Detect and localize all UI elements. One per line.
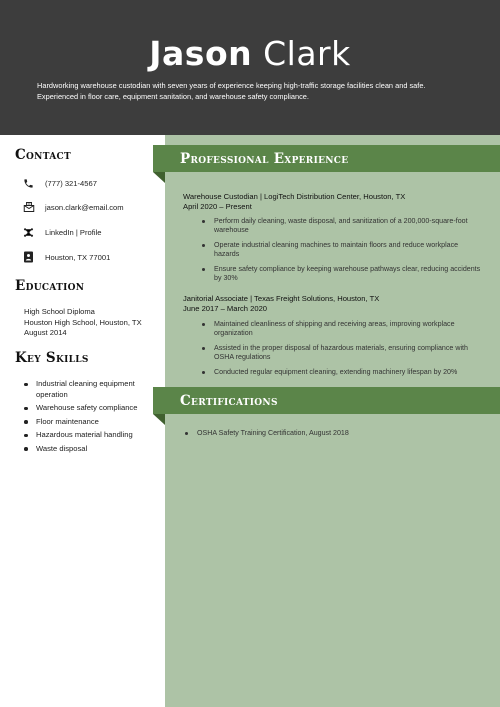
- contact-address: [22, 250, 110, 264]
- contact-phone: [22, 176, 97, 190]
- contact-email: [22, 200, 124, 214]
- linkedin-text[interactable]: LinkedIn | Profile: [45, 227, 102, 237]
- job-title: Janitorial Associate | Texas Freight Solutions, Houston, TX: [183, 294, 380, 303]
- certifications-banner: [153, 387, 500, 414]
- education-heading: Education: [15, 278, 85, 294]
- first-name: Jason: [149, 34, 253, 73]
- list-item: Perform daily cleaning, waste disposal, and sanitization of a 200,000-square-foot warehouse: [200, 217, 485, 236]
- candidate-name: [0, 34, 500, 73]
- job-dates: April 2020 – Present: [183, 202, 252, 211]
- list-item: Operate industrial cleaning machines to maintain floors and reduce workplace hazards: [200, 241, 485, 260]
- banner-fold: [153, 414, 165, 425]
- list-item: Waste disposal: [22, 444, 157, 455]
- job-dates: June 2017 – March 2020: [183, 304, 268, 313]
- list-item: Warehouse safety compliance: [22, 403, 157, 414]
- certifications-heading: Certifications: [180, 393, 278, 409]
- address-text: Houston, TX 77001: [45, 252, 111, 262]
- list-item: OSHA Safety Training Certification, August 2018: [183, 429, 483, 438]
- last-name: Clark: [263, 34, 351, 73]
- education-block: [24, 307, 142, 339]
- list-item: Conducted regular equipment cleaning, extending machinery lifespan by 20%: [200, 368, 485, 377]
- address-icon: [22, 251, 35, 264]
- list-item: Floor maintenance: [22, 417, 157, 428]
- phone-icon: [22, 177, 35, 190]
- education-degree: High School Diploma: [24, 307, 95, 316]
- skills-list: [22, 379, 157, 457]
- experience-heading: Professional Experience: [180, 151, 349, 167]
- contact-heading: Contact: [15, 147, 71, 163]
- list-item: Hazardous material handling: [22, 430, 157, 441]
- list-item: Ensure safety compliance by keeping warehouse pathways clear, reducing accidents by 30%: [200, 265, 485, 284]
- linkedin-icon: [22, 226, 35, 239]
- job-bullets: [200, 217, 485, 288]
- summary-text: Hardworking warehouse custodian with seven years of experience keeping high-traffic storage facilities clean and safe. Experienced in floor care, equipment sanitation, and warehouse safety compliance.: [37, 81, 426, 101]
- job-title: Warehouse Custodian | LogiTech Distribution Center, Houston, TX: [183, 192, 406, 201]
- banner-fold: [153, 172, 165, 183]
- certifications-list: [183, 429, 483, 438]
- email-text: jason.clark@email.com: [45, 202, 124, 212]
- list-item: Industrial cleaning equipment operation: [22, 379, 157, 400]
- list-item: Maintained cleanliness of shipping and receiving areas, improving workplace organization: [200, 320, 485, 339]
- header-band: [0, 0, 500, 135]
- job-bullets: [200, 320, 485, 382]
- experience-banner: [153, 145, 500, 172]
- contact-linkedin: [22, 225, 101, 239]
- education-date: August 2014: [24, 328, 67, 337]
- skills-heading: Key Skills: [15, 350, 89, 366]
- education-school: Houston High School, Houston, TX: [24, 317, 142, 327]
- phone-text: (777) 321-4567: [45, 178, 97, 188]
- list-item: Assisted in the proper disposal of hazardous materials, ensuring compliance with OSHA regulations: [200, 344, 485, 363]
- email-icon: [22, 201, 35, 214]
